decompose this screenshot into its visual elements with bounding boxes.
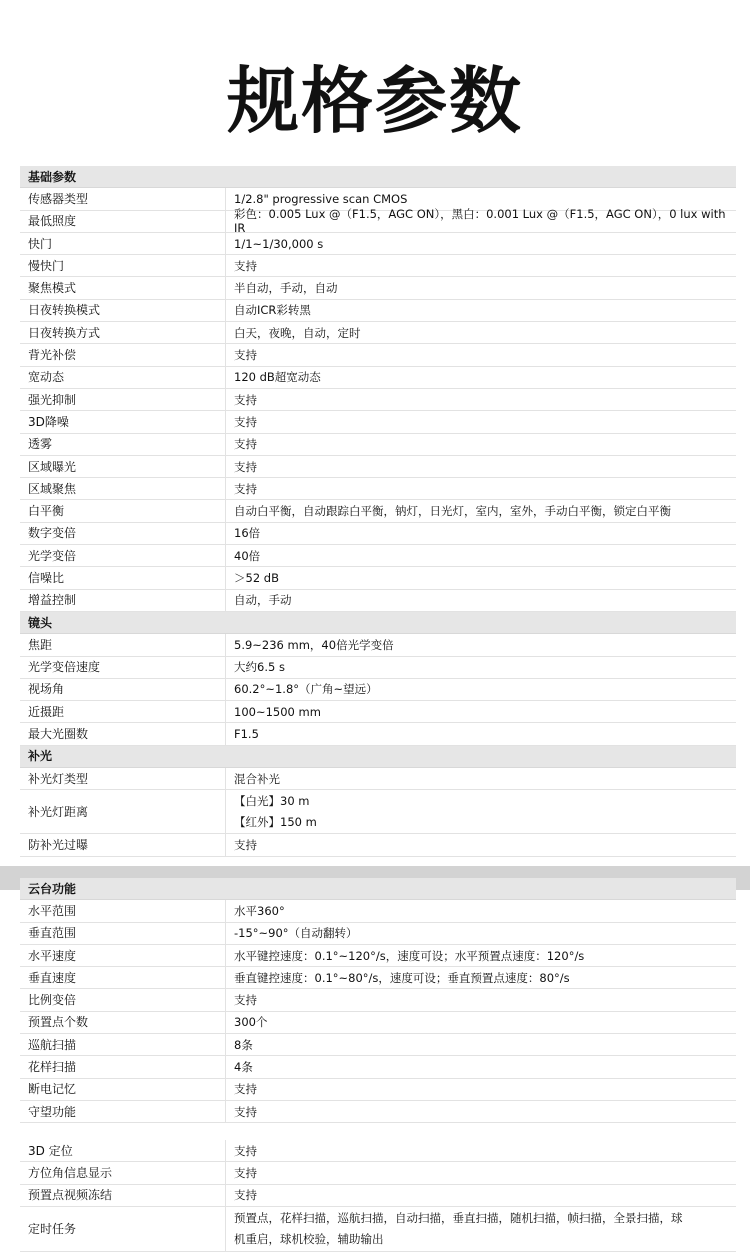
spec-row <box>20 723 736 745</box>
spec-label: 补光灯距离 <box>20 790 226 833</box>
spec-label: 方位角信息显示 <box>20 1162 226 1183</box>
spec-value: 100~1500 mm <box>234 704 321 719</box>
section-header <box>20 612 736 634</box>
spec-row <box>20 300 736 322</box>
section-header <box>20 166 736 188</box>
spec-value: 自动，手动 <box>234 593 292 608</box>
spec-label: 最低照度 <box>20 211 226 232</box>
spec-label: 焦距 <box>20 634 226 655</box>
spec-label: 巡航扫描 <box>20 1034 226 1055</box>
spec-label: 水平范围 <box>20 900 226 921</box>
spec-row <box>20 900 736 922</box>
spec-label: 3D 定位 <box>20 1140 226 1161</box>
spec-label: 背光补偿 <box>20 344 226 365</box>
spec-row <box>20 834 736 856</box>
spec-row <box>20 367 736 389</box>
spec-label: 补光灯类型 <box>20 768 226 789</box>
spec-value: 4条 <box>234 1060 253 1075</box>
spec-value: 彩色：0.005 Lux @（F1.5，AGC ON），黑白：0.001 Lux @（F1.5，AGC ON），0 lux with IR <box>234 207 726 236</box>
spec-label: 慢快门 <box>20 255 226 276</box>
spec-value: 120 dB超宽动态 <box>234 370 321 385</box>
spec-value: 支持 <box>234 459 257 474</box>
spec-label: 白平衡 <box>20 500 226 521</box>
spec-row <box>20 1185 736 1207</box>
spec-label: 聚焦模式 <box>20 277 226 298</box>
spec-row <box>20 500 736 522</box>
spec-label: 花样扫描 <box>20 1056 226 1077</box>
spec-row <box>20 478 736 500</box>
spec-label: 防补光过曝 <box>20 834 226 855</box>
spec-label: 预置点个数 <box>20 1012 226 1033</box>
spec-row <box>20 344 736 366</box>
spec-row <box>20 967 736 989</box>
section-title: 补光 <box>28 749 53 764</box>
spec-value: 半自动，手动，自动 <box>234 281 338 296</box>
spec-row <box>20 277 736 299</box>
spec-row <box>20 322 736 344</box>
spec-value: 自动白平衡，自动跟踪白平衡，钠灯，日光灯，室内，室外，手动白平衡，锁定白平衡 <box>234 504 671 519</box>
spec-row <box>20 679 736 701</box>
spec-row <box>20 634 736 656</box>
spec-value: 1/2.8" progressive scan CMOS <box>234 191 408 206</box>
spec-label: 最大光圈数 <box>20 723 226 744</box>
section-header <box>20 878 736 900</box>
spec-value <box>226 790 736 833</box>
spec-table-basic <box>20 166 736 857</box>
spec-label: 定时任务 <box>20 1207 226 1251</box>
spec-row <box>20 255 736 277</box>
section-title: 镜头 <box>28 615 53 630</box>
spec-row <box>20 1207 736 1252</box>
spec-row <box>20 1056 736 1078</box>
section-title: 基础参数 <box>28 169 77 184</box>
spec-row <box>20 945 736 967</box>
spec-value: 5.9~236 mm，40倍光学变倍 <box>234 637 394 652</box>
spec-row <box>20 790 736 834</box>
spec-value: F1.5 <box>234 727 259 742</box>
spec-value: 支持 <box>234 993 257 1008</box>
spec-row <box>20 768 736 790</box>
spec-row <box>20 233 736 255</box>
spec-row <box>20 523 736 545</box>
spec-value: 支持 <box>234 392 257 407</box>
spec-value: 支持 <box>234 1165 257 1180</box>
spec-label: 日夜转换模式 <box>20 300 226 321</box>
spec-value: 支持 <box>234 414 257 429</box>
spec-label: 垂直速度 <box>20 967 226 988</box>
spec-label: 近摄距 <box>20 701 226 722</box>
spec-value: 40倍 <box>234 548 261 563</box>
spec-row <box>20 411 736 433</box>
spec-value: 自动ICR彩转黑 <box>234 303 311 318</box>
spec-value: 300个 <box>234 1015 268 1030</box>
spec-value: 支持 <box>234 837 257 852</box>
spec-value: ＞52 dB <box>234 571 279 585</box>
spec-label: 区域聚焦 <box>20 478 226 499</box>
spec-value <box>226 1207 736 1251</box>
spec-value-line: 机重启，球机校验，辅助输出 <box>234 1231 384 1246</box>
spec-label: 数字变倍 <box>20 523 226 544</box>
spec-value: 支持 <box>234 1082 257 1097</box>
spec-value-line: 【红外】150 m <box>234 814 317 829</box>
spec-value: 16倍 <box>234 526 261 541</box>
spec-row <box>20 1101 736 1123</box>
spec-value: 支持 <box>234 1104 257 1119</box>
spec-row <box>20 1012 736 1034</box>
spec-value: 水平360° <box>234 903 285 918</box>
spec-value: 支持 <box>234 348 257 363</box>
spec-label: 宽动态 <box>20 367 226 388</box>
spec-value: 大约6.5 s <box>234 660 285 675</box>
spec-label: 守望功能 <box>20 1101 226 1122</box>
spec-row <box>20 923 736 945</box>
spec-label: 光学变倍速度 <box>20 657 226 678</box>
spec-label: 快门 <box>20 233 226 254</box>
spec-row <box>20 989 736 1011</box>
spec-value: 白天，夜晚，自动，定时 <box>234 325 361 340</box>
section-header <box>20 746 736 768</box>
spec-value: 水平键控速度：0.1°~120°/s，速度可设；水平预置点速度：120°/s <box>234 948 585 963</box>
spec-row <box>20 207 736 236</box>
spec-value: 支持 <box>234 258 257 273</box>
spec-label: 信噪比 <box>20 567 226 588</box>
spec-label: 日夜转换方式 <box>20 322 226 343</box>
spec-label: 比例变倍 <box>20 989 226 1010</box>
spec-label: 透雾 <box>20 434 226 455</box>
spec-row <box>20 1079 736 1101</box>
spec-value: 8条 <box>234 1037 253 1052</box>
spec-value: 支持 <box>234 481 257 496</box>
spec-value: -15°~90°（自动翻转） <box>234 926 358 941</box>
spec-label: 光学变倍 <box>20 545 226 566</box>
spec-label: 增益控制 <box>20 590 226 611</box>
spec-label: 强光抑制 <box>20 389 226 410</box>
spec-label: 区域曝光 <box>20 456 226 477</box>
section-title: 云台功能 <box>28 881 77 896</box>
spec-row <box>20 1034 736 1056</box>
spec-row <box>20 434 736 456</box>
spec-table-extra <box>20 1140 736 1252</box>
spec-row <box>20 590 736 612</box>
spec-label: 水平速度 <box>20 945 226 966</box>
spec-table-ptz <box>20 878 736 1123</box>
spec-label: 3D降噪 <box>20 411 226 432</box>
spec-row <box>20 456 736 478</box>
spec-value: 混合补光 <box>234 771 280 786</box>
spec-label: 预置点视频冻结 <box>20 1185 226 1206</box>
spec-value: 垂直键控速度：0.1°~80°/s，速度可设；垂直预置点速度：80°/s <box>234 970 570 985</box>
spec-label: 断电记忆 <box>20 1079 226 1100</box>
spec-row <box>20 1140 736 1162</box>
spec-row <box>20 1162 736 1184</box>
page-title: 规格参数 <box>226 59 523 143</box>
spec-value-line: 预置点，花样扫描，巡航扫描，自动扫描，垂直扫描，随机扫描，帧扫描，全景扫描，球 <box>234 1210 683 1225</box>
spec-row <box>20 701 736 723</box>
spec-row <box>20 657 736 679</box>
spec-row <box>20 545 736 567</box>
spec-row <box>20 389 736 411</box>
spec-label: 传感器类型 <box>20 188 226 209</box>
spec-value: 支持 <box>234 437 257 452</box>
spec-value: 60.2°~1.8°（广角~望远） <box>234 682 378 697</box>
spec-label: 垂直范围 <box>20 923 226 944</box>
spec-row <box>20 567 736 589</box>
spec-value-line: 【白光】30 m <box>234 793 310 808</box>
spec-label: 视场角 <box>20 679 226 700</box>
spec-value: 支持 <box>234 1143 257 1158</box>
spec-value: 1/1~1/30,000 s <box>234 236 324 251</box>
spec-value: 支持 <box>234 1188 257 1203</box>
